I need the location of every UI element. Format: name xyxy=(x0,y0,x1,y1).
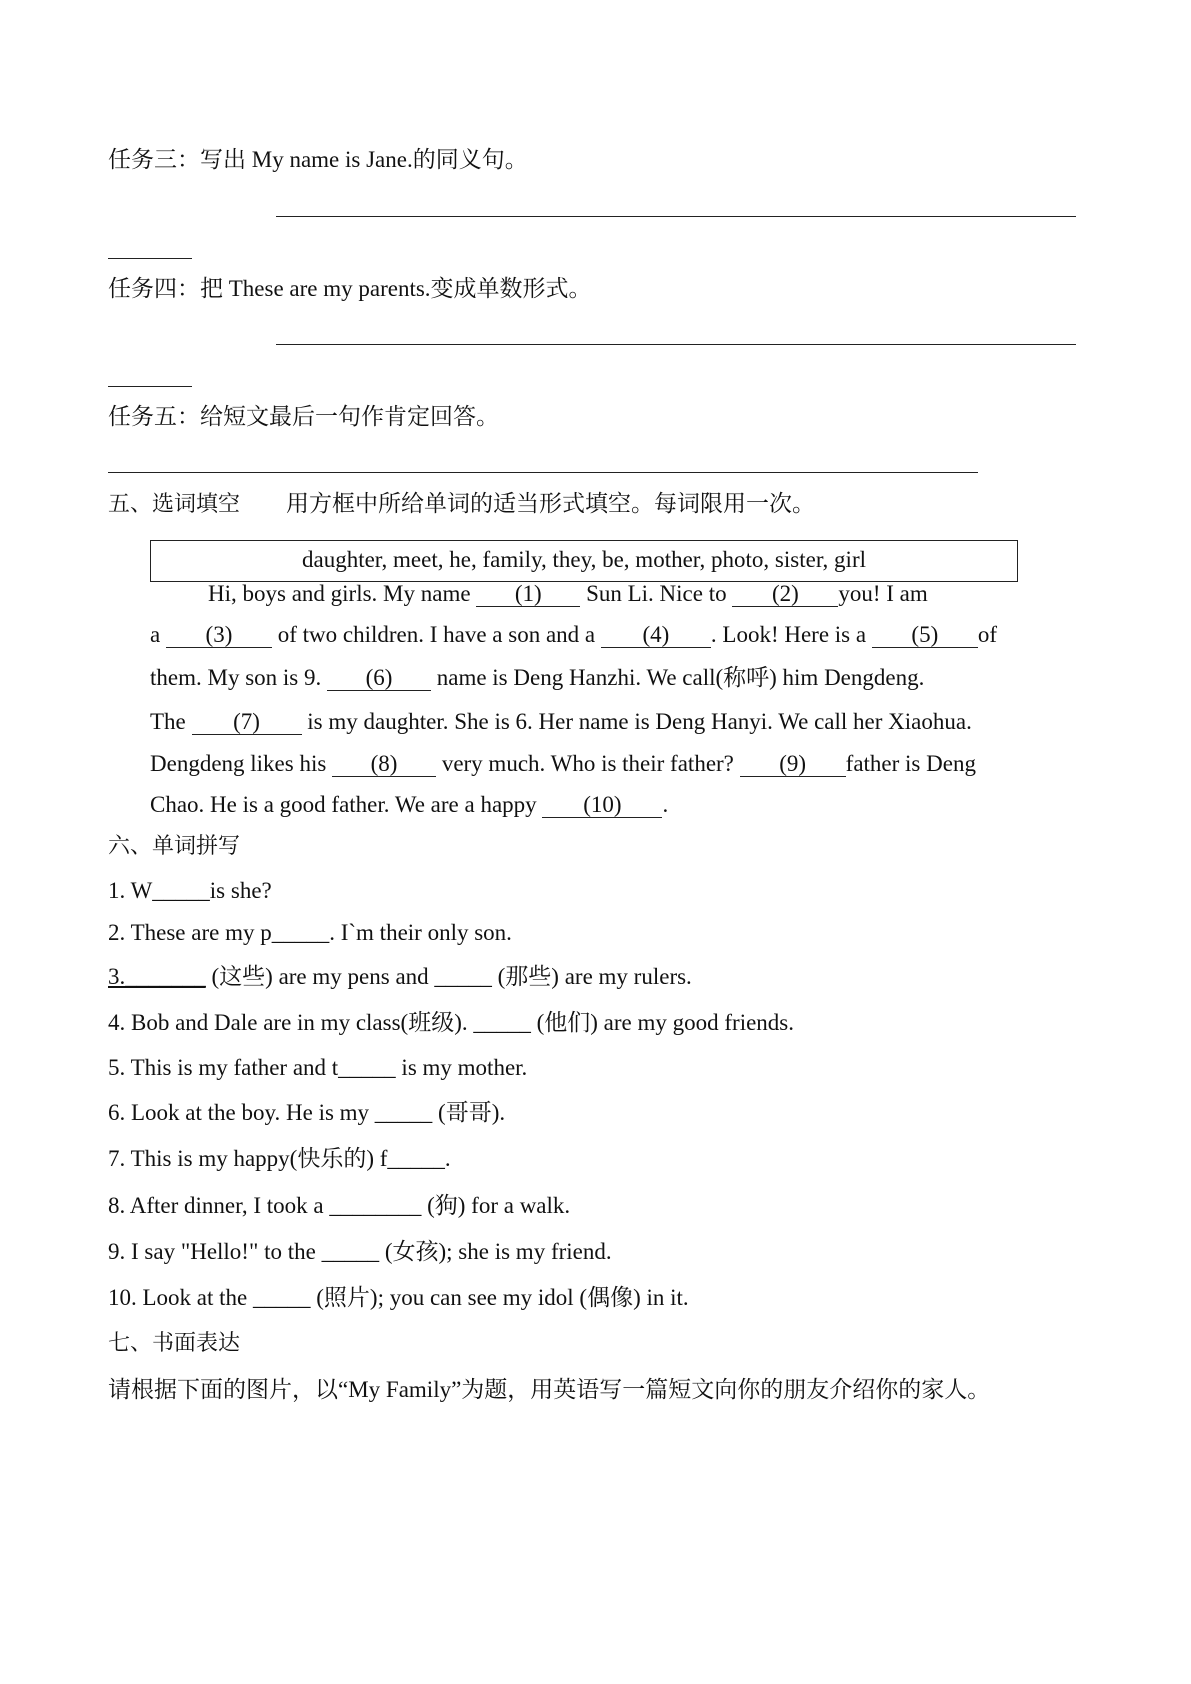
blank-7[interactable]: (7) xyxy=(192,710,302,735)
section5-instruction: 用方框中所给单词的适当形式填空。每词限用一次。 xyxy=(286,491,816,516)
spelling-q7[interactable]: 7. This is my happy(快乐的) f_____. xyxy=(108,1146,451,1171)
blank-2[interactable]: (2) xyxy=(732,582,838,607)
section6-title: 六、单词拼写 xyxy=(108,834,241,859)
blank-6[interactable]: (6) xyxy=(327,666,431,691)
spelling-q3-number: 3._______ xyxy=(108,964,206,989)
passage-text: you! I am xyxy=(838,581,928,606)
task4-answer-line[interactable] xyxy=(276,344,1076,345)
passage-text: of xyxy=(977,622,998,647)
passage-text: Hi, boys and girls. My name xyxy=(208,581,477,606)
spelling-q10[interactable]: 10. Look at the _____ (照片); you can see my idol (偶像) in it. xyxy=(108,1285,689,1310)
passage-text: a xyxy=(150,622,166,647)
spelling-q3[interactable] xyxy=(108,963,692,991)
blank-4[interactable]: (4) xyxy=(601,623,711,648)
task3-label: 任务三：写出 My name is Jane.的同义句。 xyxy=(108,147,528,172)
spelling-q2[interactable]: 2. These are my p_____. I`m their only son. xyxy=(108,920,512,945)
section5-title: 五、选词填空 xyxy=(108,492,241,517)
passage-text: . Look! Here is a xyxy=(710,622,872,647)
passage-text: is my daughter. She is 6. Her name is Deng Hanyi. We call her Xiaohua. xyxy=(301,709,972,734)
blank-1[interactable]: (1) xyxy=(476,582,580,607)
passage-line-3 xyxy=(150,664,924,692)
spelling-q9[interactable]: 9. I say "Hello!" to the _____ (女孩); she is my friend. xyxy=(108,1239,612,1264)
spelling-q4[interactable]: 4. Bob and Dale are in my class(班级). _____ (他们) are my good friends. xyxy=(108,1010,795,1035)
passage-text: name is Deng Hanzhi. We call(称呼) him Dengdeng. xyxy=(430,665,925,690)
passage-text: very much. Who is their father? xyxy=(436,751,740,776)
task3-answer-line[interactable] xyxy=(276,216,1076,217)
passage-text: . xyxy=(662,792,669,817)
section7-title: 七、书面表达 xyxy=(108,1331,241,1356)
spelling-q8[interactable]: 8. After dinner, I took a ________ (狗) for a walk. xyxy=(108,1193,571,1218)
passage-text: Chao. He is a good father. We are a happy xyxy=(150,792,543,817)
spelling-q5[interactable]: 5. This is my father and t_____ is my mother. xyxy=(108,1055,528,1080)
blank-9[interactable]: (9) xyxy=(740,752,846,777)
passage-line-5 xyxy=(150,750,976,778)
writing-prompt: 请根据下面的图片，以“My Family”为题，用英语写一篇短文向你的朋友介绍你的家人。 xyxy=(108,1377,991,1402)
blank-3[interactable]: (3) xyxy=(166,623,272,648)
blank-10[interactable]: (10) xyxy=(542,793,662,818)
task4-label: 任务四：把 These are my parents.变成单数形式。 xyxy=(108,276,592,301)
task3-answer-line-continued xyxy=(108,258,192,259)
passage-line-2 xyxy=(150,621,997,649)
passage-line-1 xyxy=(208,580,928,608)
spelling-q1[interactable]: 1. W_____is she? xyxy=(108,878,272,903)
passage-text: The xyxy=(150,709,192,734)
passage-text: Sun Li. Nice to xyxy=(580,581,733,606)
task5-label: 任务五：给短文最后一句作肯定回答。 xyxy=(108,404,499,429)
passage-line-4 xyxy=(150,708,972,736)
passage-text: of two children. I have a son and a xyxy=(271,622,601,647)
spelling-q3-text: (这些) are my pens and _____ (那些) are my rulers. xyxy=(205,964,692,989)
passage-text: father is Deng xyxy=(845,751,976,776)
section5-heading xyxy=(108,490,815,519)
task4-answer-line-continued xyxy=(108,386,192,387)
blank-5[interactable]: (5) xyxy=(872,623,978,648)
blank-8[interactable]: (8) xyxy=(332,752,436,777)
word-box: daughter, meet, he, family, they, be, mother, photo, sister, girl xyxy=(150,540,1018,582)
spelling-q6[interactable]: 6. Look at the boy. He is my _____ (哥哥). xyxy=(108,1100,506,1125)
task5-answer-line[interactable] xyxy=(108,472,978,473)
passage-text: Dengdeng likes his xyxy=(150,751,333,776)
passage-text: them. My son is 9. xyxy=(150,665,327,690)
passage-line-6 xyxy=(150,791,668,819)
